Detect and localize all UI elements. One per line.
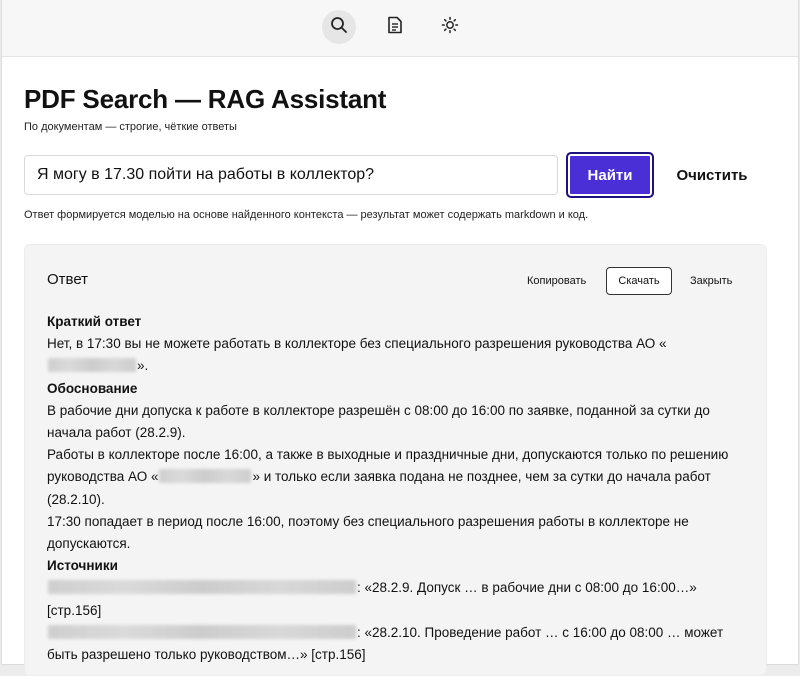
search-input[interactable] <box>24 155 558 195</box>
copy-button[interactable]: Копировать <box>519 267 594 295</box>
reason-heading: Обоснование <box>47 380 138 396</box>
sources-heading: Источники <box>47 558 118 574</box>
documents-button[interactable] <box>378 10 412 44</box>
page-subtitle: По документам — строгие, чёткие ответы <box>24 121 237 133</box>
redacted-text <box>48 358 136 372</box>
answer-card <box>24 244 767 676</box>
find-button[interactable]: Найти <box>566 152 654 198</box>
sun-icon <box>441 16 459 39</box>
short-answer-text: Нет, в 17:30 вы не можете работать в коллекторе без специального разрешения руководства АО «». <box>47 336 667 374</box>
theme-toggle-button[interactable] <box>433 10 467 44</box>
document-icon <box>387 16 403 39</box>
search-icon <box>330 16 348 39</box>
redacted-text <box>159 469 251 483</box>
short-answer-heading: Краткий ответ <box>47 314 142 329</box>
source-item: : «28.2.10. Проведение работ … с 16:00 до 08:00 … может быть разрешено только руководством…» [стр.156] <box>47 624 724 663</box>
search-hint: Ответ формируется моделью на основе найденного контекста — результат может содержать markdown и код. <box>24 209 589 221</box>
answer-content <box>47 311 737 666</box>
reason-paragraph-1: В рабочие дни допуска к работе в коллекторе разрешён с 08:00 до 16:00 по заявке, поданной за сутки до начала работ (28.2.9). <box>47 402 710 441</box>
answer-card-title: Ответ <box>47 271 89 288</box>
redacted-source-name <box>48 625 356 639</box>
clear-button[interactable]: Очистить <box>666 152 758 198</box>
source-item: : «28.2.9. Допуск … в рабочие дни с 08:00 до 16:00…» [стр.156] <box>47 580 697 618</box>
app-window <box>2 0 798 664</box>
download-button[interactable]: Скачать <box>606 267 672 295</box>
page-title: PDF Search — RAG Assistant <box>24 84 387 114</box>
reason-paragraph-3: 17:30 попадает в период после 16:00, поэтому без специального разрешения работы в коллекторе не допускаются. <box>47 513 689 552</box>
close-button[interactable]: Закрыть <box>682 267 740 295</box>
top-toolbar <box>2 0 798 57</box>
search-mode-button[interactable] <box>322 10 356 44</box>
reason-paragraph-2: Работы в коллекторе после 16:00, а также в выходные и праздничные дни, допускаются только по решению руководства АО « » и только если заявка подана не позднее, чем за сутки до начала работ (28.2.10). <box>47 447 729 507</box>
redacted-source-name <box>48 580 356 594</box>
